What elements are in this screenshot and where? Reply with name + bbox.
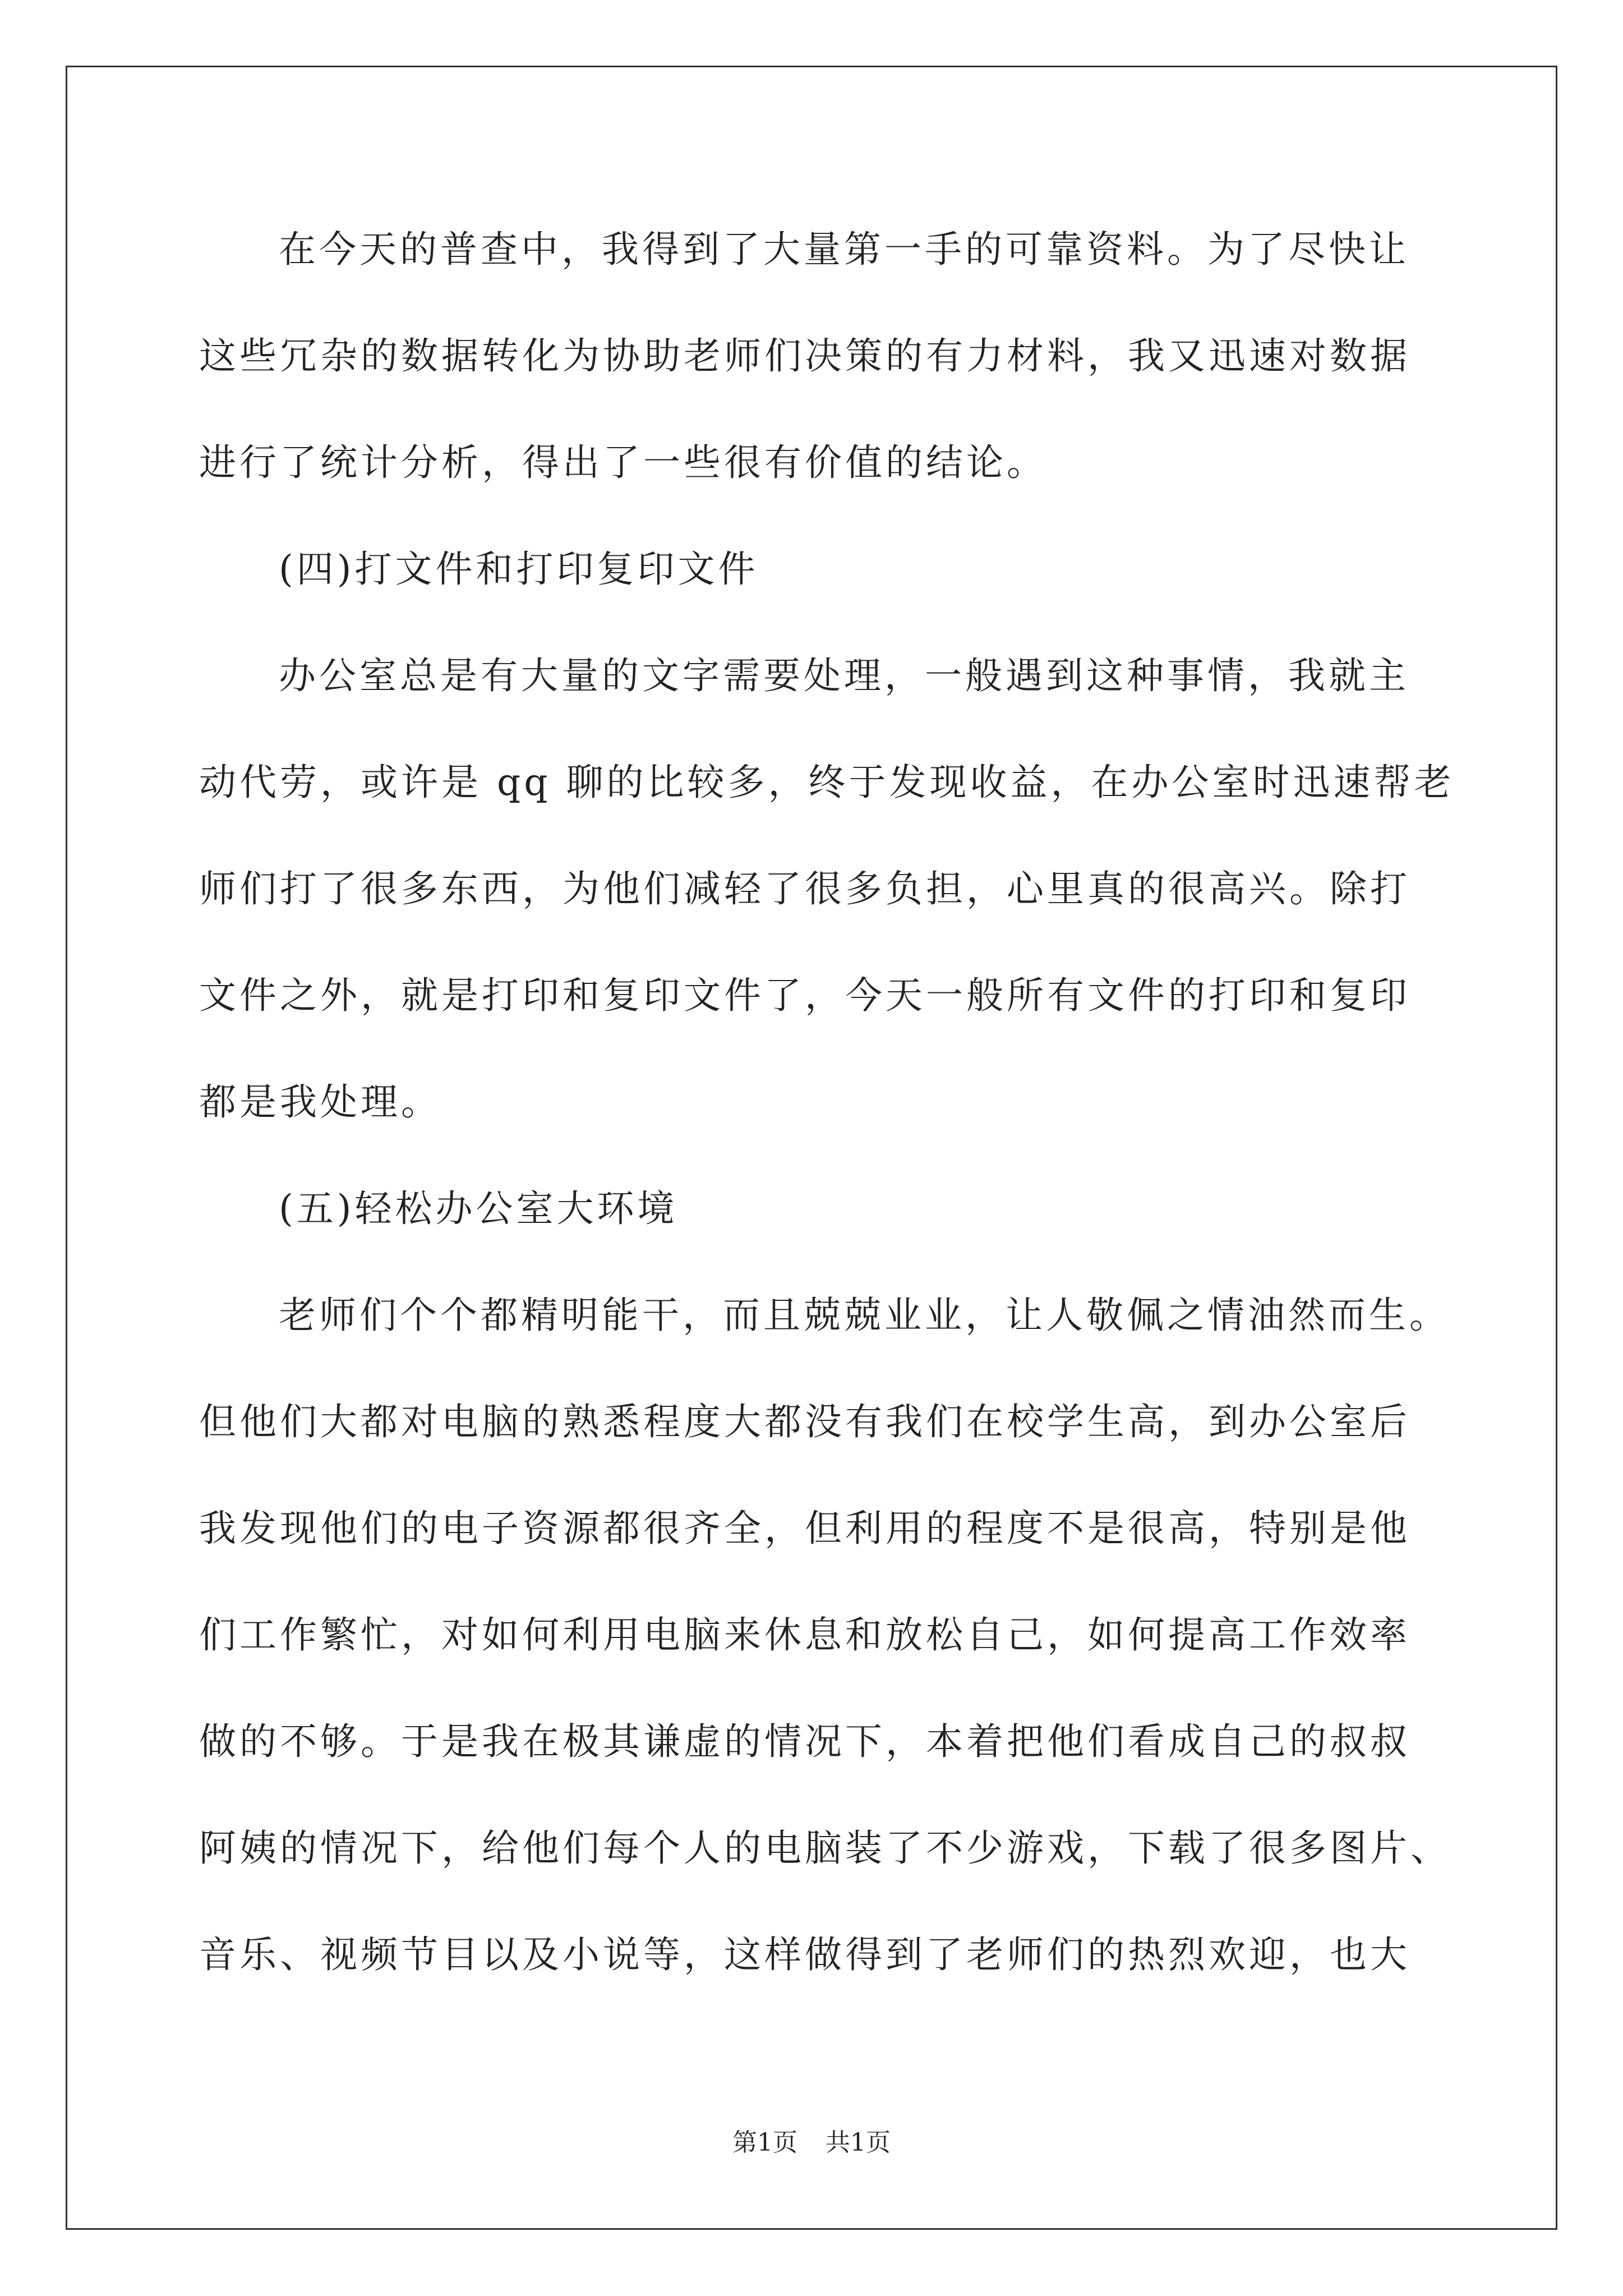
section-heading: (四)打文件和打印复印文件 [279, 547, 759, 591]
paragraph-line: 都是我处理。 [199, 1080, 441, 1124]
paragraph-line: 进行了统计分析，得出了一些很有价值的结论。 [199, 441, 1047, 484]
page-footer [0, 2126, 1623, 2160]
paragraph-line: 文件之外，就是打印和复印文件了，今天一般所有文件的打印和复印 [199, 974, 1410, 1017]
paragraph-line: 这些冗杂的数据转化为协助老师们决策的有力材料，我又迅速对数据 [199, 334, 1410, 378]
paragraph-line: 办公室总是有大量的文字需要处理，一般遇到这种事情，我就主 [279, 654, 1409, 697]
paragraph-line: 在今天的普查中，我得到了大量第一手的可靠资料。为了尽快让 [279, 228, 1409, 271]
page-number: 第1页 [732, 2128, 797, 2157]
paragraph-line: 音乐、视频节目以及小说等，这样做得到了老师们的热烈欢迎，也大 [199, 1933, 1410, 1976]
paragraph-line: 阿姨的情况下，给他们每个人的电脑装了不少游戏，下载了很多图片、 [199, 1826, 1451, 1870]
document-body [199, 196, 1455, 2008]
paragraph-line: 老师们个个都精明能干，而且兢兢业业，让人敬佩之情油然而生。 [279, 1294, 1450, 1337]
paragraph-line: 但他们大都对电脑的熟悉程度大都没有我们在校学生高，到办公室后 [199, 1400, 1410, 1443]
paragraph-line: 做的不够。于是我在极其谦虚的情况下，本着把他们看成自己的叔叔 [199, 1720, 1410, 1763]
paragraph-line: 们工作繁忙，对如何利用电脑来休息和放松自己，如何提高工作效率 [199, 1613, 1410, 1657]
section-heading: (五)轻松办公室大环境 [279, 1187, 678, 1230]
paragraph-line: 动代劳，或许是 qq 聊的比较多，终于发现收益，在办公室时迅速帮老 [199, 761, 1455, 804]
paragraph-line: 师们打了很多东西，为他们减轻了很多负担，心里真的很高兴。除打 [199, 867, 1410, 910]
page-total: 共1页 [826, 2128, 891, 2157]
paragraph-line: 我发现他们的电子资源都很齐全，但利用的程度不是很高，特别是他 [199, 1507, 1410, 1550]
